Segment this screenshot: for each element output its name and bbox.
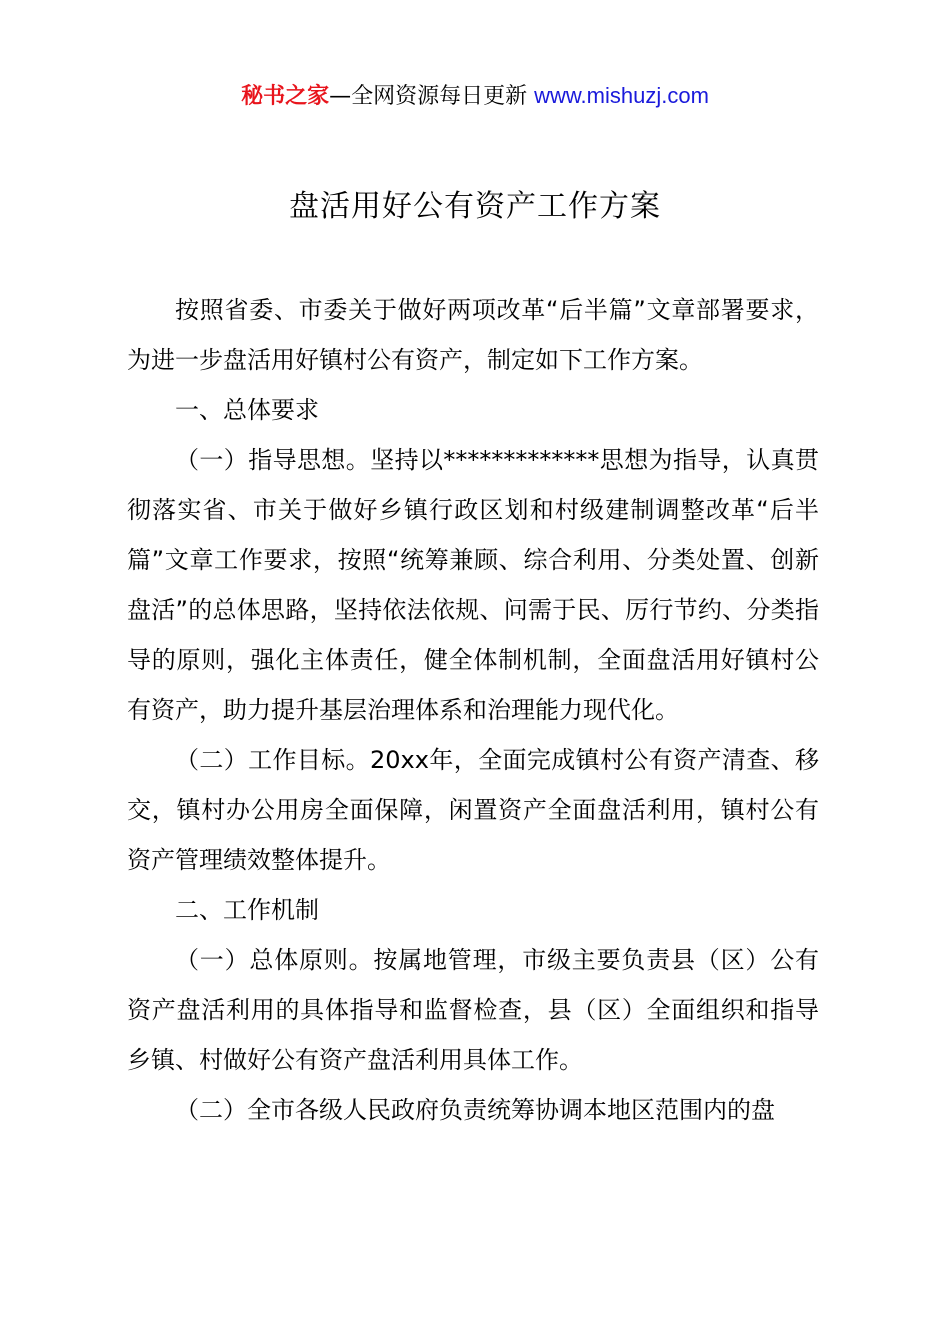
paragraph-work-goals: （二）工作目标。20xx年，全面完成镇村公有资产清查、移交，镇村办公用房全面保障，闲置资产全面盘活利用，镇村公有资产管理绩效整体提升。 (127, 746, 819, 874)
section-heading-general-requirements: 一、总体要求 (175, 396, 319, 424)
banner-brand: 秘书之家 (241, 84, 330, 109)
paragraph-guiding-ideology: （一）指导思想。坚持以*************思想为指导，认真贯彻落实省、市关于做好乡镇行政区划和村级建制调整改革“后半篇”文章工作要求，按照“统筹兼顾、综合利用、分类处置、创新盘活”的总体思路，坚持依法依规、问需于民、厉行节约、分类指导的原则，强化主体责任，健全体制机制，全面盘活用好镇村公有资产，助力提升基层治理体系和治理能力现代化。 (127, 446, 819, 724)
site-banner (0, 78, 950, 115)
intro-paragraph: 按照省委、市委关于做好两项改革“后半篇”文章部署要求，为进一步盘活用好镇村公有资产，制定如下工作方案。 (127, 296, 819, 374)
paragraph-government-responsibility: （二）全市各级人民政府负责统筹协调本地区范围内的盘 (175, 1096, 775, 1124)
document-body (127, 285, 819, 1135)
banner-tagline: —全网资源每日更新 (329, 84, 528, 109)
banner-url-link[interactable]: www.mishuzj.com (534, 83, 709, 108)
paragraph-general-principle: （一）总体原则。按属地管理，市级主要负责县（区）公有资产盘活利用的具体指导和监督检查，县（区）全面组织和指导乡镇、村做好公有资产盘活利用具体工作。 (127, 946, 819, 1074)
document-title: 盘活用好公有资产工作方案 (289, 189, 661, 224)
section-heading-work-mechanism: 二、工作机制 (175, 896, 319, 924)
